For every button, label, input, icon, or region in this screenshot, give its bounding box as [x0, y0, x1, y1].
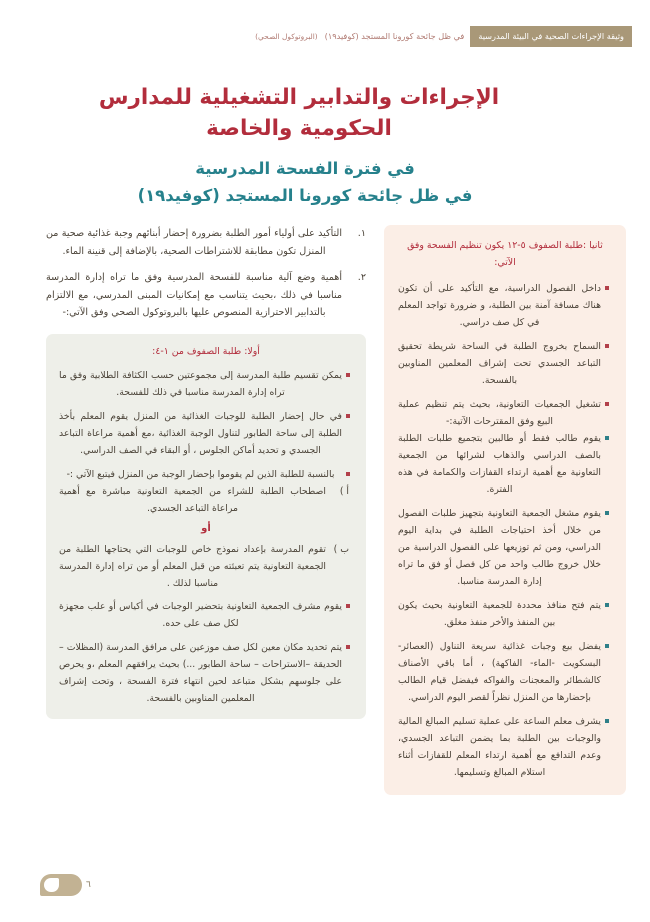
or-separator: أو	[201, 522, 211, 534]
subtitle-line1: في فترة الفسحة المدرسية	[195, 159, 415, 178]
header-protocol-label: (البروتوكول الصحي)	[255, 31, 318, 41]
subtitle-line2: في ظل جائحة كورونا المستجد (كوفيد١٩)	[137, 186, 473, 205]
list-item	[398, 597, 612, 631]
square-bullet-icon	[342, 598, 353, 632]
square-bullet-icon	[601, 396, 612, 430]
right-bullet-list-after	[59, 598, 353, 707]
header-highlight-label: وثيقة الإجراءات الصحية في البيئة المدرسية	[470, 26, 632, 47]
list-item	[46, 269, 366, 322]
list-item-text: تشغيل الجمعيات التعاونية، بحيث يتم تنظيم عملية البيع وفق المقترحات الآتية:-	[398, 399, 601, 427]
page-header	[0, 26, 650, 46]
main-title-line2: الحكومية والخاصة	[206, 116, 392, 141]
lettered-item-letter: ب )	[333, 543, 349, 555]
list-item-text: يقوم طالب فقط أو طالبين بتجميع طلبات الطلبة بالصف الدراسي والذهاب لشرائها من الجمعية التعاونية مع أهمية ارتداء القفازات والكمامة في هذه الفترة.	[398, 433, 601, 495]
list-item-text: يمكن تقسيم طلبة المدرسة إلى مجموعتين حسب الكثافة الطلابية وفق ما تراه إدارة المدرسة مناسبا في ذلك للفسحة.	[59, 369, 342, 398]
list-item	[59, 466, 353, 483]
left-teal-bullet-list	[398, 430, 612, 781]
square-bullet-icon	[601, 338, 612, 389]
list-item	[59, 367, 353, 401]
list-item-text: بالنسبة للطلبة الذين لم يقوموا بإحضار الوجبة من المنزل فيتبع الآتي :-	[66, 468, 335, 480]
lettered-item-text: تقوم المدرسة بإعداد نموذج خاص للوجبات التي يحتاجها الطلبة من الجمعية التعاونية يتم تعبئته من قبل المعلم أو من تراه إدارة المدرسة مناسبا لذلك .	[59, 543, 326, 589]
list-item-number: ٢.	[357, 272, 366, 283]
list-item-text: التأكيد على أولياء أمور الطلبة بضرورة إحضار أبنائهم وجبة غذائية صحية من المنزل تكون مطابقة للاشتراطات الصحية، بالإضافة إلى قنينة الماء.	[46, 228, 342, 257]
left-pink-box	[384, 225, 626, 795]
square-bullet-icon	[601, 713, 612, 781]
page-subtitle	[0, 155, 650, 209]
list-item	[398, 430, 612, 498]
square-bullet-icon	[601, 430, 612, 498]
square-bullet-icon	[601, 280, 612, 331]
left-box-heading: ثانيا :طلبة الصفوف ٥-١٢ يكون تنظيم الفسحة وفق الآتي:	[407, 240, 603, 268]
list-item-text: يفضل بيع وجبات غذائية سريعة التناول (العصائر- البسكويت -الماء- الفاكهة) ، أما باقي الأصناف كالشطائر والمعجنات والفواكه فيفضل قيام الطالب بإحضارها من المنزل نظراً لقصر اليوم الدراسي.	[398, 641, 601, 703]
list-item	[398, 396, 612, 430]
list-item	[59, 408, 353, 459]
list-item	[398, 505, 612, 590]
list-item	[46, 225, 366, 260]
list-item-text: يقوم مشرف الجمعية التعاونية بتحضير الوجبات في أكياس أو علب مجهزة لكل صف على حده.	[59, 600, 342, 629]
lettered-item-b	[59, 541, 353, 592]
list-item	[398, 280, 612, 331]
right-bullet-list-before	[59, 367, 353, 483]
footer-decoration-icon	[40, 874, 82, 896]
right-box-heading: أولا: طلبة الصفوف من ١-٤:	[152, 345, 260, 357]
left-red-bullet-list	[398, 280, 612, 430]
square-bullet-icon	[342, 367, 353, 401]
square-bullet-icon	[601, 638, 612, 706]
page-title	[0, 82, 650, 144]
list-item-text: يتم فتح منافذ محددة للجمعية التعاونية بحيث يكون بين المنفذ والأخر منفذ مغلق.	[398, 600, 601, 628]
main-title-line1: الإجراءات والتدابير التشغيلية للمدارس	[98, 85, 500, 110]
square-bullet-icon	[601, 505, 612, 590]
main-title	[12, 82, 626, 144]
list-item-text: يتم تحديد مكان معين لكل صف موزعين على مرافق المدرسة (المظلات – الحديقة –الاستراحات – ساحة الطابور ...) بحيث يرافقهم المعلم ،و يحرص على جلوسهم بشكل متباعد لحين انتهاء فترة الفسحة ، وتحت إشراف المعلمين المناوبين بالفسحة.	[59, 641, 342, 704]
body-columns	[24, 225, 626, 882]
list-item-text: يقوم مشغل الجمعية التعاونية بتجهيز طلبات الفصول من خلال أخذ احتياجات الطلبة في بداية اليوم الدراسي، ومن ثم توزيعها على الفصول الدراسية من خلال خروج طالب واحد من كل فصل أو فق ما تراه إدارة المدرسة مناسبا.	[398, 508, 601, 587]
lettered-item-letter: أ )	[339, 485, 349, 497]
numbered-list	[46, 225, 366, 322]
list-item	[398, 713, 612, 781]
list-item-text: السماح بخروج الطلبة في الساحة شريطة تحقيق التباعد الجسدي تحت إشراف المعلمين المناوبين بالفسحة.	[398, 341, 601, 386]
list-item-text: يشرف معلم الساعة على عملية تسليم المبالغ المالية والوجبات بين الطلبة بما يضمن التباعد الجسدي، وعدم التدافع مع أهمية ارتداء المعلم للقفازات أثناء استلام المبالغ وتسليمها.	[398, 716, 601, 778]
lettered-item-a	[59, 483, 353, 517]
list-item	[59, 639, 353, 707]
page-footer	[40, 874, 104, 900]
square-bullet-icon	[601, 597, 612, 631]
list-item-number: ١.	[357, 228, 366, 239]
right-grey-box	[46, 334, 366, 719]
list-item	[398, 338, 612, 389]
left-column	[384, 225, 626, 795]
list-item-text: داخل الفصول الدراسية، مع التأكيد على أن تكون هناك مسافة آمنة بين الطلبة، و ضرورة تواجد المعلم في كل صف دراسي.	[398, 283, 601, 328]
lettered-item-text: اصطحاب الطلبة للشراء من الجمعية التعاونية مباشرة مع أهمية مراعاة التباعد الجسدي.	[59, 485, 326, 514]
list-item-text: أهمية وضع آلية مناسبة للفسحة المدرسية وفق ما تراه إدارة المدرسة مناسبا في ذلك ،بحيث يتناسب مع إمكانيات المبنى المدرسي، مع الالتزام بالتدابير الاحترازية المنصوص عليها بالبروتوكول الصحي وفق الآتي:-	[46, 272, 342, 318]
list-item	[398, 638, 612, 706]
header-rest-label: في ظل جائحة كورونا المستجد (كوفيد١٩)	[324, 31, 465, 41]
right-column	[46, 225, 366, 719]
list-item-text: في حال إحضار الطلبة للوجبات الغذائية من المنزل يقوم المعلم بأخذ الطلبة إلى ساحة الطابور لتناول الوجبة الغذائية ،مع أهمية مراعاة التباعد الجسدي و تحديد أماكن الجلوس ، أو البقاء في الصف الدراسي.	[59, 410, 342, 456]
list-item	[59, 598, 353, 632]
square-bullet-icon	[342, 639, 353, 707]
square-bullet-icon	[342, 408, 353, 459]
page-number: ٦	[86, 880, 91, 890]
square-bullet-icon	[342, 466, 353, 483]
